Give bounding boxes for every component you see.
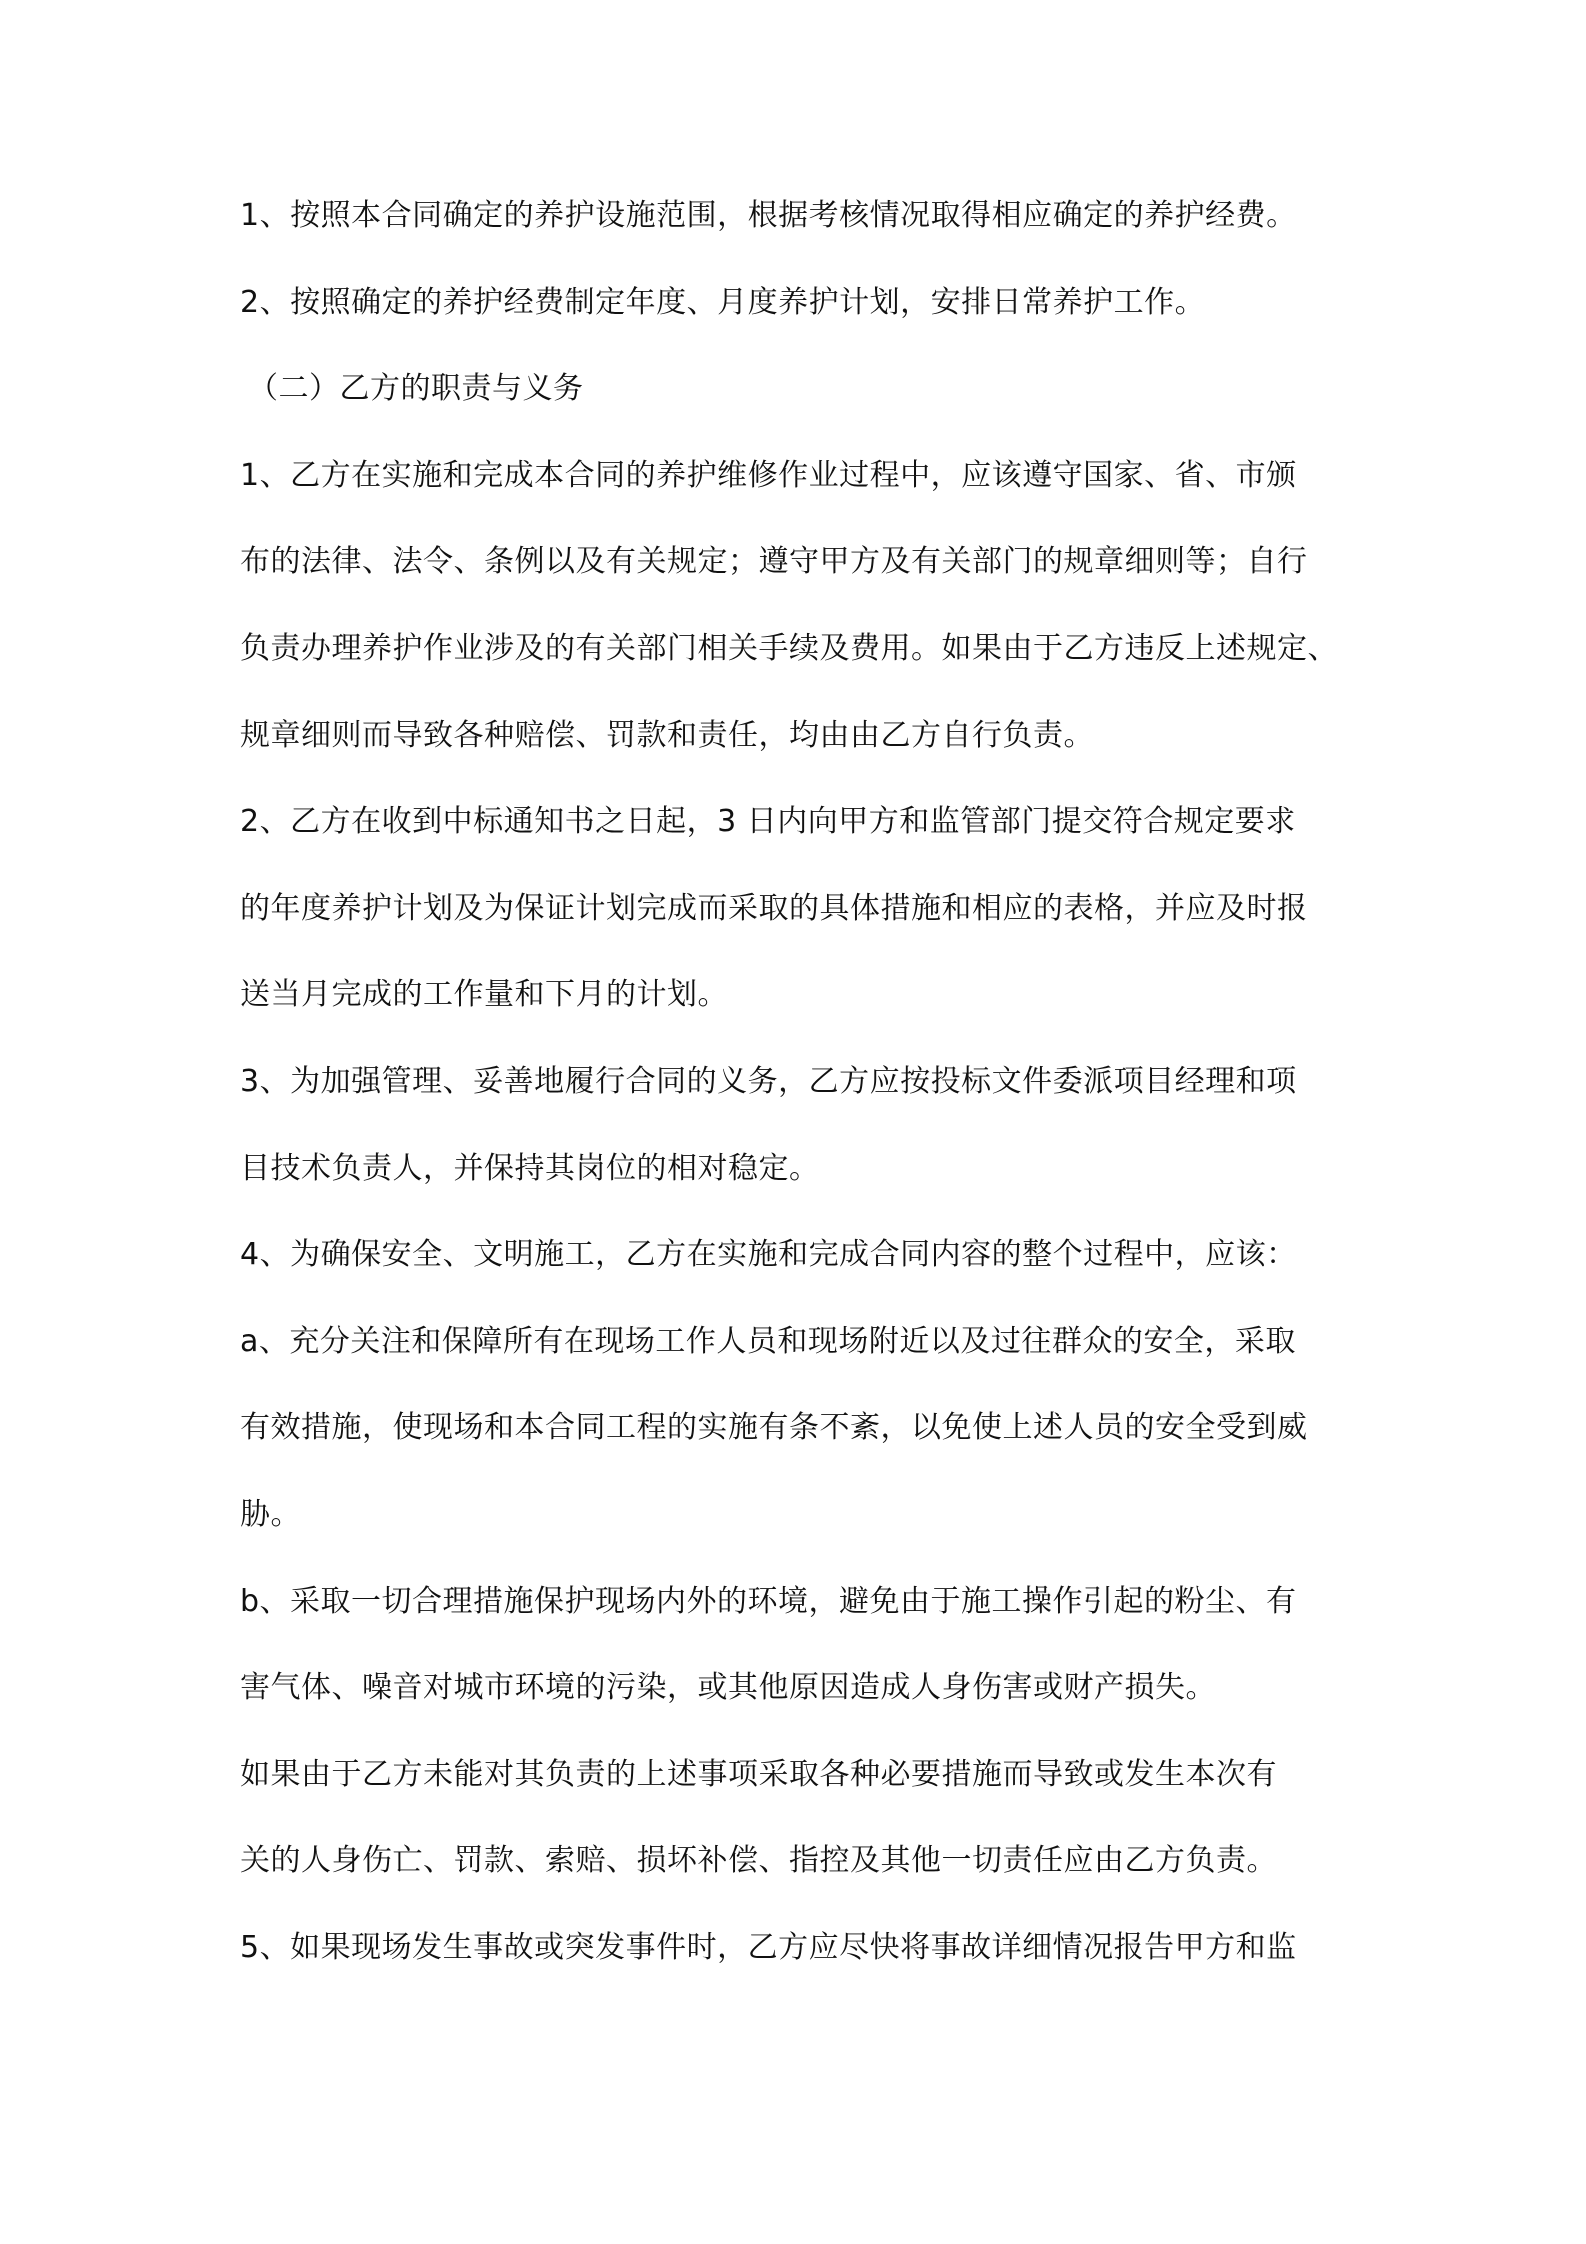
document-body: [240, 186, 1358, 2004]
text-line: 送当月完成的工作量和下月的计划。: [240, 977, 728, 1013]
text-line: 1、乙方在实施和完成本合同的养护维修作业过程中，应该遵守国家、省、市颁: [240, 457, 1297, 493]
text-line: 5、如果现场发生事故或突发事件时，乙方应尽快将事故详细情况报告甲方和监: [240, 1929, 1297, 1965]
text-line: 1、按照本合同确定的养护设施范围，根据考核情况取得相应确定的养护经费。: [240, 198, 1297, 233]
text-line: 负责办理养护作业涉及的有关部门相关手续及费用。如果由于乙方违反上述规定、: [240, 630, 1338, 666]
text-line: a、充分关注和保障所有在现场工作人员和现场附近以及过往群众的安全，采取: [240, 1323, 1296, 1359]
text-line: 胁。: [240, 1496, 301, 1532]
text-line: 关的人身伤亡、罚款、索赔、损坏补偿、指控及其他一切责任应由乙方负责。: [240, 1843, 1277, 1879]
text-line: 3、为加强管理、妥善地履行合同的义务，乙方应按投标文件委派项目经理和项: [240, 1063, 1297, 1099]
text-line: 2、按照确定的养护经费制定年度、月度养护计划，安排日常养护工作。: [240, 284, 1206, 320]
text-line: 害气体、噪音对城市环境的污染，或其他原因造成人身伤害或财产损失。: [240, 1670, 1216, 1706]
text-line: b、采取一切合理措施保护现场内外的环境，避免由于施工操作引起的粉尘、有: [240, 1583, 1297, 1619]
text-line: 目技术负责人，并保持其岗位的相对稳定。: [240, 1150, 820, 1186]
text-line: 布的法律、法令、条例以及有关规定；遵守甲方及有关部门的规章细则等；自行: [240, 544, 1308, 580]
text-line: 有效措施，使现场和本合同工程的实施有条不紊，以免使上述人员的安全受到威: [240, 1410, 1308, 1446]
text-line: 的年度养护计划及为保证计划完成而采取的具体措施和相应的表格，并应及时报: [240, 890, 1308, 926]
text-line: 4、为确保安全、文明施工，乙方在实施和完成合同内容的整个过程中，应该：: [240, 1237, 1297, 1273]
text-line: 如果由于乙方未能对其负责的上述事项采取各种必要措施而导致或发生本次有: [240, 1756, 1277, 1792]
text-line: 规章细则而导致各种赔偿、罚款和责任，均由由乙方自行负责。: [240, 717, 1094, 753]
text-line: 2、乙方在收到中标通知书之日起，3 日内向甲方和监管部门提交符合规定要求: [240, 804, 1296, 840]
section-heading: （二）乙方的职责与义务: [248, 371, 584, 407]
